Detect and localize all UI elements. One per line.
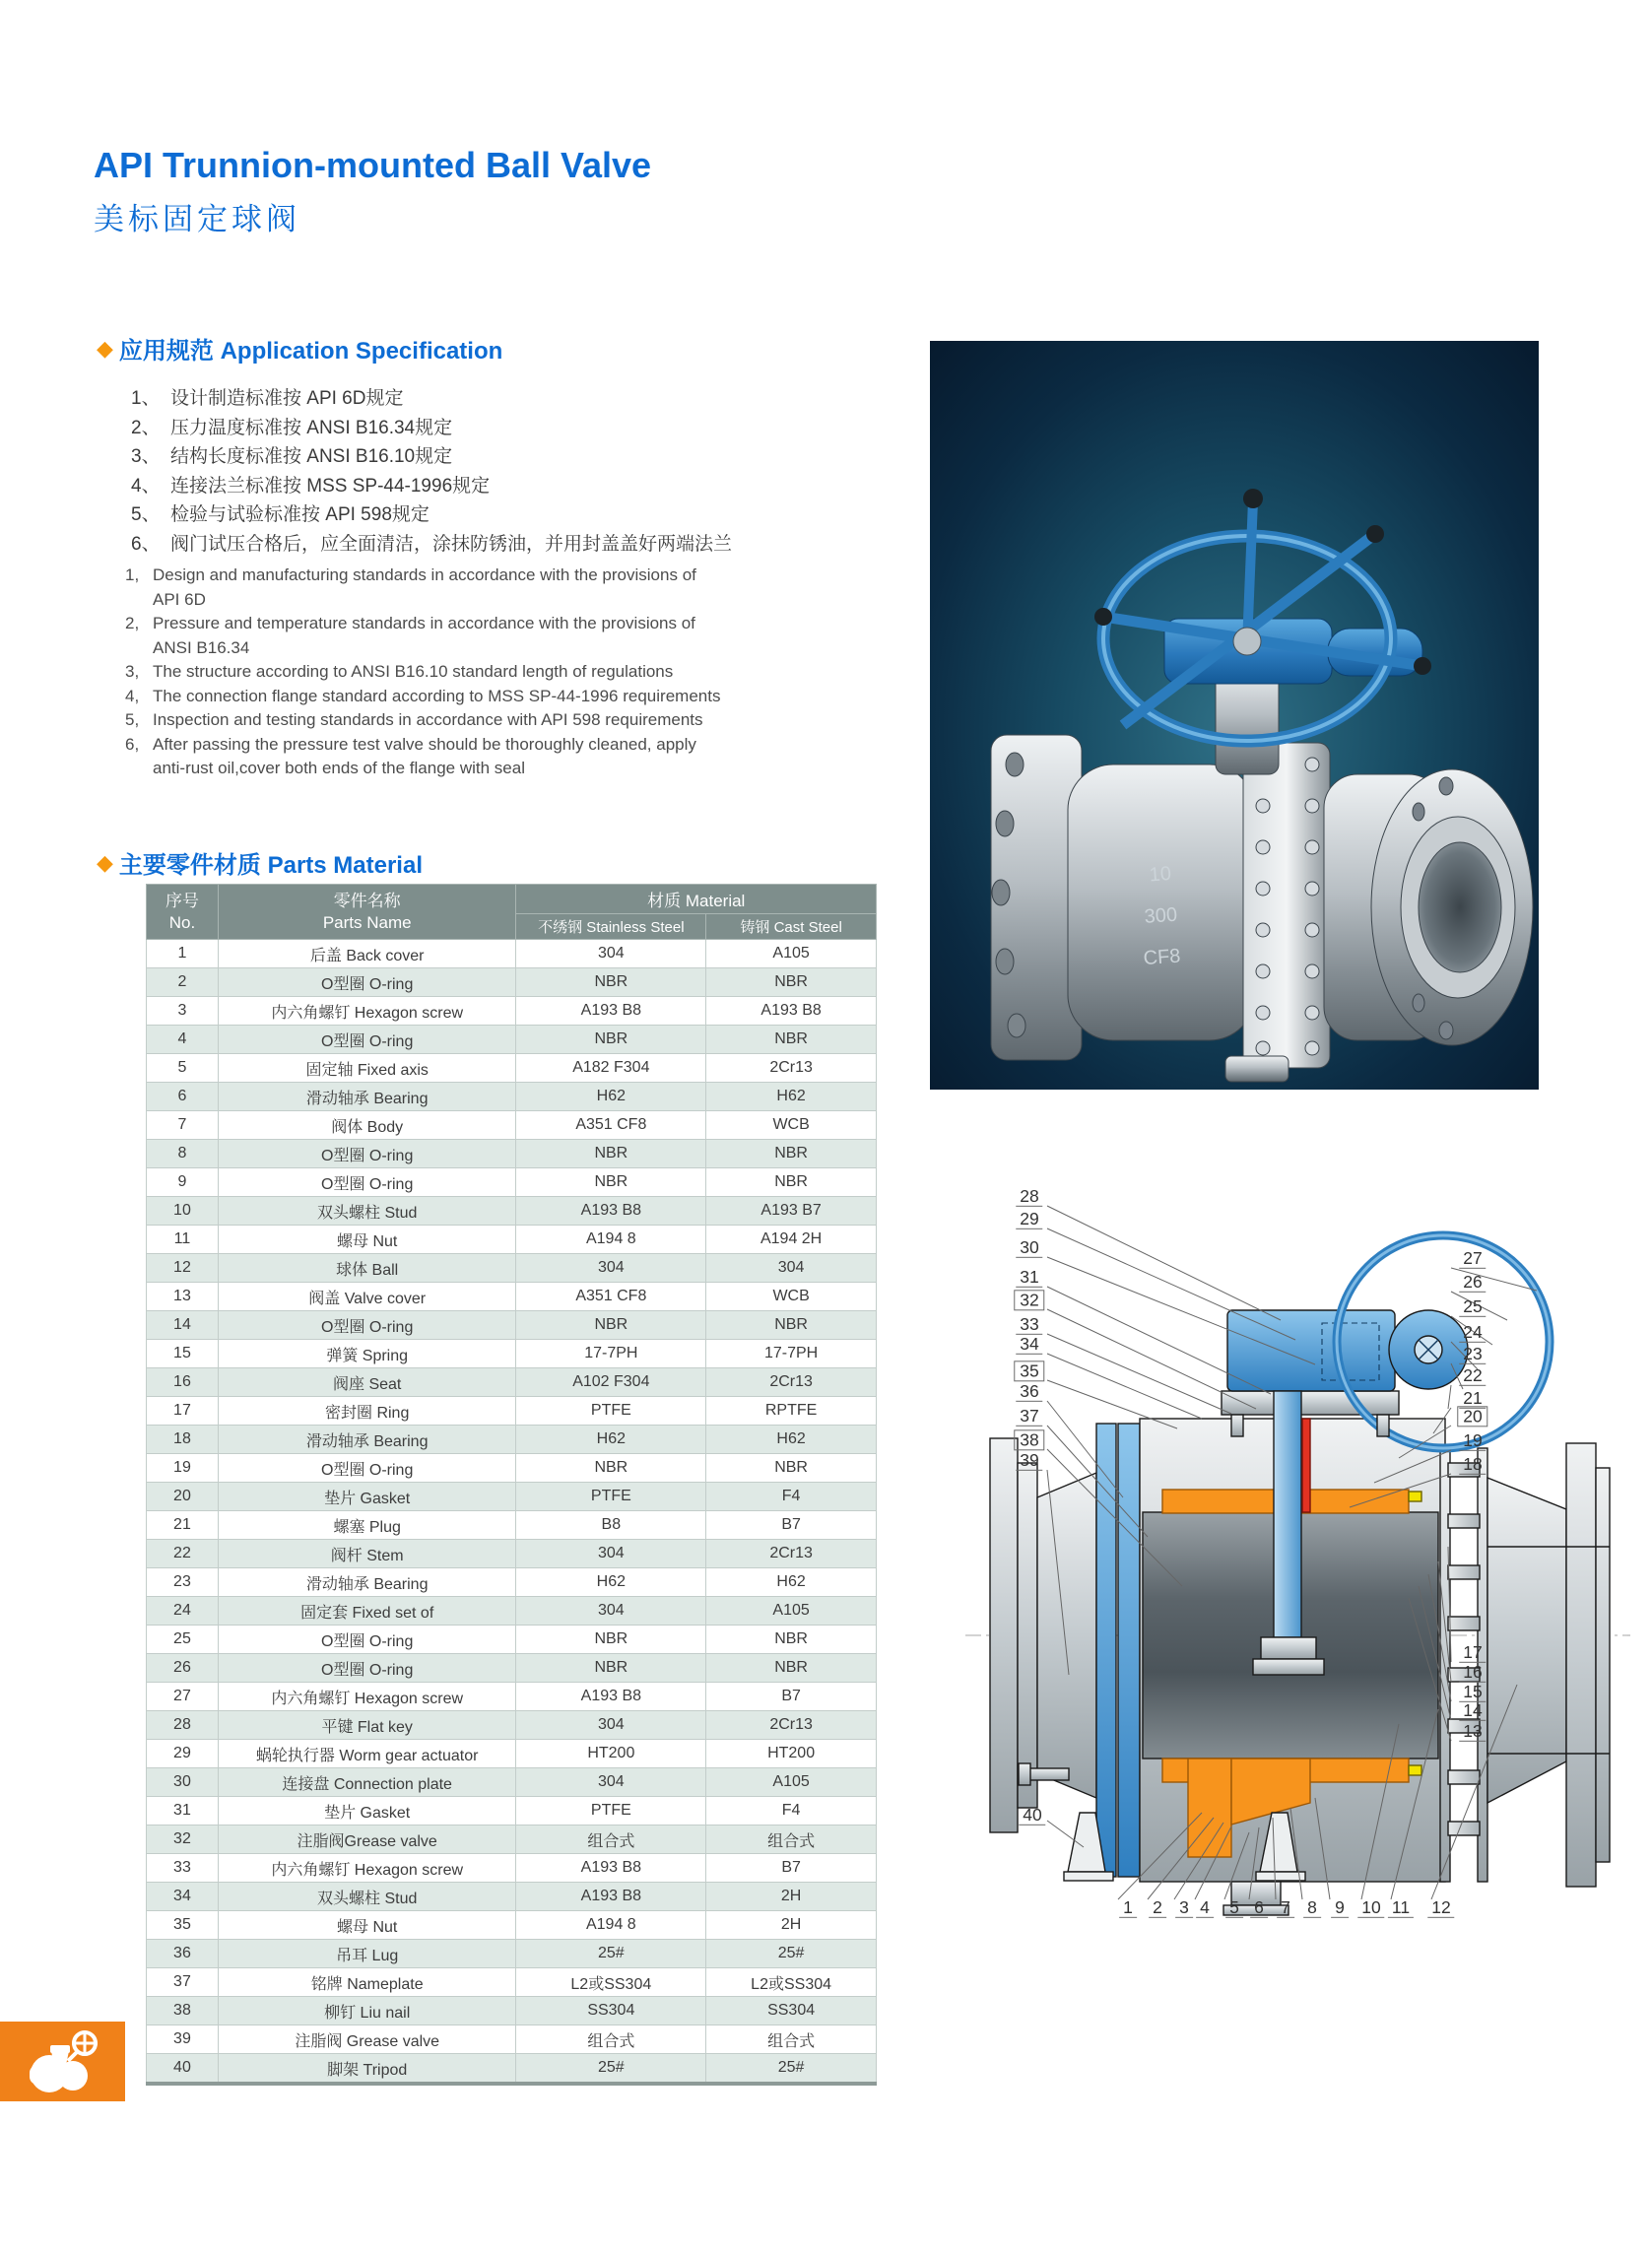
svg-text:CF8: CF8 [1142, 945, 1182, 970]
diagram-callout: 28 [1016, 1187, 1042, 1207]
col-header-material: 材质 Material [516, 885, 877, 914]
table-row: 40 脚架 Tripod 25# 25# [147, 2054, 877, 2085]
diagram-callout: 38 [1014, 1429, 1044, 1450]
diagram-callout: 10 [1357, 1898, 1384, 1918]
logo-svg [0, 2022, 125, 2101]
list-item-zh: 2、 压力温度标准按 ANSI B16.34规定 [131, 417, 453, 438]
title-block [94, 146, 651, 238]
table-row: 29 蜗轮执行器 Worm gear actuator HT200 HT200 [147, 1740, 877, 1768]
table-row: 9 O型圈 O-ring NBR NBR [147, 1168, 877, 1197]
diagram-callout: 17 [1459, 1643, 1486, 1663]
col-header-parts-name: 零件名称 Parts Name [218, 885, 516, 940]
valve-photo [930, 341, 1539, 1090]
table-row: 10 双头螺柱 Stud A193 B8 A193 B7 [147, 1197, 877, 1226]
table-row: 31 垫片 Gasket PTFE F4 [147, 1797, 877, 1826]
table-row: 20 垫片 Gasket PTFE F4 [147, 1483, 877, 1511]
table-row: 21 螺塞 Plug B8 B7 [147, 1511, 877, 1540]
diagram-callout: 37 [1016, 1407, 1042, 1427]
diagram-callout: 9 [1331, 1898, 1349, 1918]
list-item-zh: 3、 结构长度标准按 ANSI B16.10规定 [131, 446, 453, 467]
diagram-callout: 16 [1459, 1663, 1486, 1683]
table-row: 8 O型圈 O-ring NBR NBR [147, 1140, 877, 1168]
table-row: 34 双头螺柱 Stud A193 B8 2H [147, 1883, 877, 1911]
table-row: 26 O型圈 O-ring NBR NBR [147, 1654, 877, 1683]
diagram-callout: 34 [1016, 1335, 1042, 1355]
diagram-callout: 3 [1175, 1898, 1193, 1918]
diagram-callout: 40 [1019, 1806, 1045, 1826]
diagram-callout: 32 [1014, 1290, 1044, 1310]
table-row: 25 O型圈 O-ring NBR NBR [147, 1626, 877, 1654]
table-row: 22 阀杆 Stem 304 2Cr13 [147, 1540, 877, 1568]
parts-material-heading [97, 845, 423, 880]
diagram-callout: 14 [1459, 1701, 1486, 1721]
table-row: 37 铭牌 Nameplate L2或SS304 L2或SS304 [147, 1968, 877, 1997]
diagram-callout: 13 [1459, 1722, 1486, 1742]
diagram-callout: 2 [1149, 1898, 1166, 1918]
table-row: 1 后盖 Back cover 304 A105 [147, 940, 877, 968]
diagram-callout: 23 [1459, 1345, 1486, 1364]
page-title: API Trunnion-mounted Ball Valve [94, 145, 652, 185]
list-item-en: 3, The structure according to ANSI B16.10 standard length of regulations [125, 662, 674, 681]
diagram-callout: 29 [1016, 1210, 1042, 1229]
diagram-callout: 12 [1427, 1898, 1454, 1918]
diagram-callout: 39 [1016, 1451, 1042, 1471]
table-row: 15 弹簧 Spring 17-7PH 17-7PH [147, 1340, 877, 1368]
diagram-callout: 26 [1459, 1273, 1486, 1293]
diagram-callout: 6 [1250, 1898, 1268, 1918]
diagram-callout: 1 [1119, 1898, 1137, 1918]
diagram-callout: 11 [1388, 1898, 1414, 1918]
valve-photo-svg [930, 341, 1539, 1090]
diagram-callout: 19 [1459, 1431, 1486, 1451]
diamond-icon: ◆ [97, 335, 113, 361]
diagram-callout: 8 [1303, 1898, 1321, 1918]
svg-text:10: 10 [1148, 862, 1172, 887]
table-row: 5 固定轴 Fixed axis A182 F304 2Cr13 [147, 1054, 877, 1083]
table-row: 19 O型圈 O-ring NBR NBR [147, 1454, 877, 1483]
table-row: 28 平键 Flat key 304 2Cr13 [147, 1711, 877, 1740]
diamond-icon: ◆ [97, 849, 113, 875]
list-item-zh: 5、 检验与试验标准按 API 598规定 [131, 504, 430, 525]
table-row: 33 内六角螺钉 Hexagon screw A193 B8 B7 [147, 1854, 877, 1883]
diagram-callout: 36 [1016, 1382, 1042, 1402]
table-row: 35 螺母 Nut A194 8 2H [147, 1911, 877, 1940]
application-spec-heading [97, 331, 502, 365]
table-row: 11 螺母 Nut A194 8 A194 2H [147, 1226, 877, 1254]
parts-table-body [147, 940, 877, 2085]
table-row: 24 固定套 Fixed set of 304 A105 [147, 1597, 877, 1626]
corner-logo [0, 2022, 125, 2101]
table-row: 27 内六角螺钉 Hexagon screw A193 B8 B7 [147, 1683, 877, 1711]
svg-text:300: 300 [1143, 903, 1178, 928]
list-item-en: 1, Design and manufacturing standards in accordance with the provisions of API 6D [125, 565, 696, 609]
table-row: 39 注脂阀 Grease valve 组合式 组合式 [147, 2025, 877, 2054]
parts-material-heading-text: 主要零件材质 Parts Material [118, 852, 423, 879]
table-row: 23 滑动轴承 Bearing H62 H62 [147, 1568, 877, 1597]
diagram-callout: 7 [1277, 1898, 1294, 1918]
diagram-callout: 4 [1196, 1898, 1214, 1918]
table-row: 30 连接盘 Connection plate 304 A105 [147, 1768, 877, 1797]
table-row: 18 滑动轴承 Bearing H62 H62 [147, 1426, 877, 1454]
col-header-cast: 铸钢 Cast Steel [706, 914, 877, 940]
application-spec-list-zh [131, 384, 761, 559]
diagram-callout: 33 [1016, 1315, 1042, 1335]
table-row: 3 内六角螺钉 Hexagon screw A193 B8 A193 B8 [147, 997, 877, 1026]
list-item-zh: 1、 设计制造标准按 API 6D规定 [131, 388, 404, 409]
diagram-callout: 21 [1459, 1389, 1486, 1409]
table-row: 6 滑动轴承 Bearing H62 H62 [147, 1083, 877, 1111]
page-title-zh: 美标固定球阀 [94, 201, 300, 236]
list-item-en: 4, The connection flange standard according to MSS SP-44-1996 requirements [125, 686, 721, 705]
parts-material-table [146, 884, 877, 2086]
diagram-callout: 5 [1225, 1898, 1243, 1918]
diagram-callout: 15 [1459, 1683, 1486, 1702]
table-row: 36 吊耳 Lug 25# 25# [147, 1940, 877, 1968]
list-item-zh: 4、 连接法兰标准按 MSS SP-44-1996规定 [131, 475, 491, 497]
table-row: 17 密封圈 Ring PTFE RPTFE [147, 1397, 877, 1426]
table-row: 4 O型圈 O-ring NBR NBR [147, 1026, 877, 1054]
table-row: 14 O型圈 O-ring NBR NBR [147, 1311, 877, 1340]
list-item-en: 2, Pressure and temperature standards in accordance with the provisions of ANSI B16.34 [125, 614, 695, 657]
list-item-en: 6, After passing the pressure test valve should be thoroughly cleaned, apply anti-rust oil,cover both ends of the flange with seal [125, 734, 696, 777]
list-item-zh: 6、 阀门试压合格后，应全面清洁，涂抹防锈油，并用封盖盖好两端法兰 [131, 533, 733, 555]
diagram-callout: 20 [1457, 1406, 1487, 1427]
diagram-callout: 31 [1016, 1268, 1042, 1288]
application-spec-list-en [125, 564, 736, 781]
diagram-callout: 27 [1459, 1249, 1486, 1269]
valve-section-diagram [936, 1123, 1645, 1990]
col-header-no: 序号 No. [147, 885, 219, 940]
diagram-callout: 18 [1459, 1455, 1486, 1475]
diagram-callout: 30 [1016, 1238, 1042, 1258]
table-row: 16 阀座 Seat A102 F304 2Cr13 [147, 1368, 877, 1397]
table-row: 7 阀体 Body A351 CF8 WCB [147, 1111, 877, 1140]
diagram-callout: 35 [1014, 1361, 1044, 1381]
list-item-en: 5, Inspection and testing standards in accordance with API 598 requirements [125, 710, 703, 729]
diagram-callout: 25 [1459, 1297, 1486, 1317]
table-row: 32 注脂阀Grease valve 组合式 组合式 [147, 1826, 877, 1854]
diagram-callout: 24 [1459, 1323, 1486, 1343]
diagram-callout: 22 [1459, 1366, 1486, 1386]
application-spec-heading-text: 应用规范 Application Specification [118, 338, 503, 365]
col-header-stainless: 不绣钢 Stainless Steel [516, 914, 706, 940]
table-row: 38 柳钉 Liu nail SS304 SS304 [147, 1997, 877, 2025]
table-row: 13 阀盖 Valve cover A351 CF8 WCB [147, 1283, 877, 1311]
table-row: 2 O型圈 O-ring NBR NBR [147, 968, 877, 997]
table-row: 12 球体 Ball 304 304 [147, 1254, 877, 1283]
diagram-callouts [936, 1123, 1645, 1990]
